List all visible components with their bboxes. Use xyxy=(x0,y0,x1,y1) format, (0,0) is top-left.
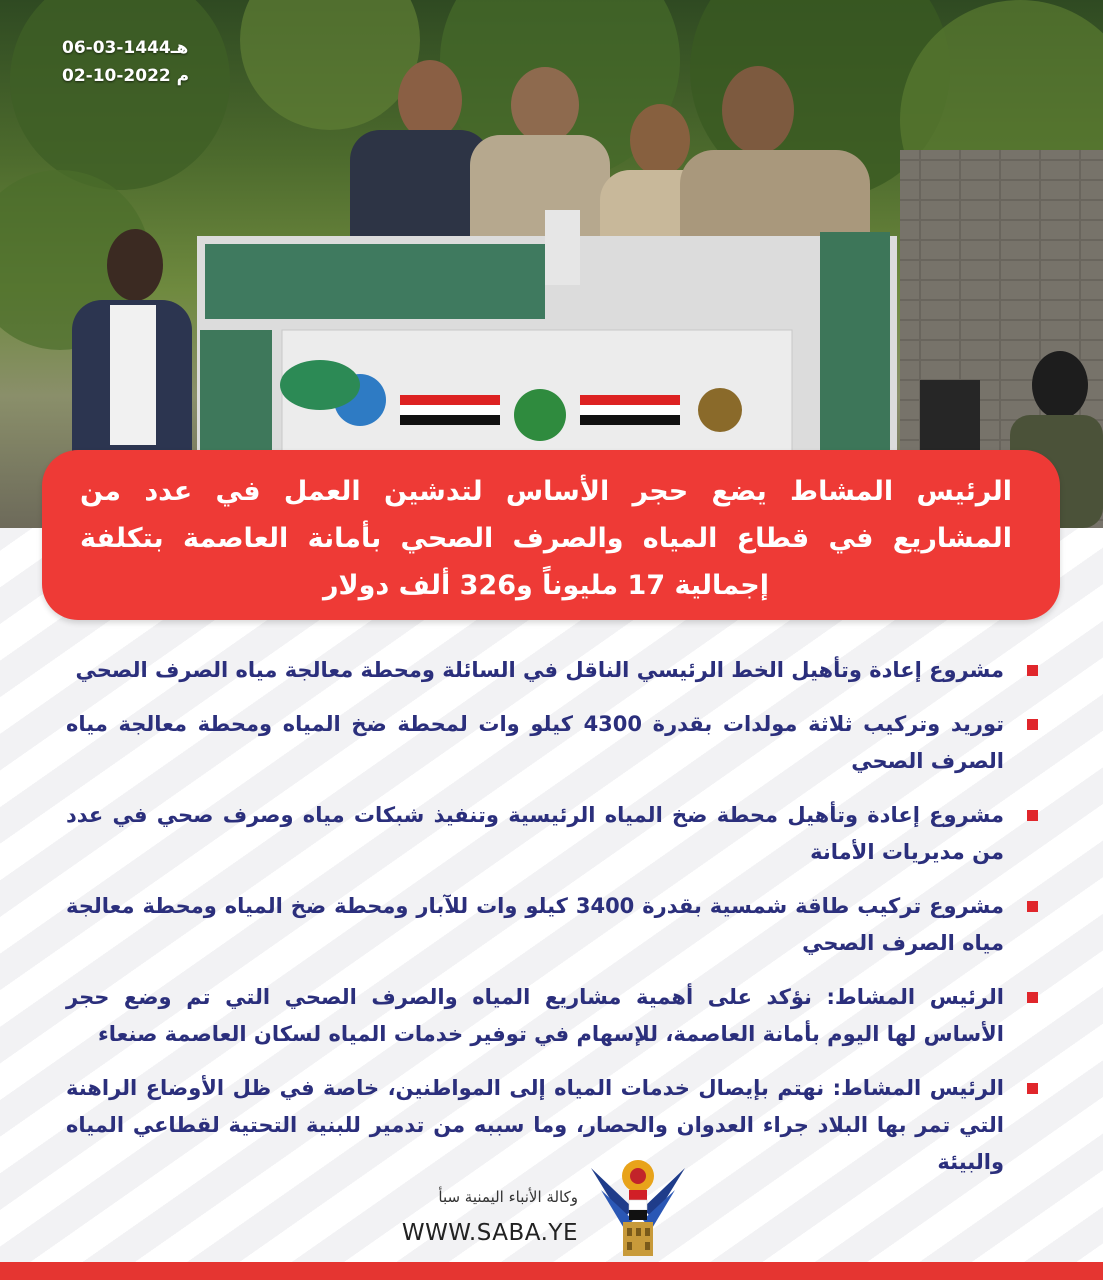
footer-branding xyxy=(400,1186,578,1250)
point-text: مشروع تركيب طاقة شمسية بقدرة 3400 كيلو وات للآبار ومحطة ضخ المياه ومحطة معالجة مياه الصرف الصحي xyxy=(66,894,1004,955)
list-item xyxy=(66,706,1038,780)
list-item xyxy=(66,797,1038,871)
square-bullet-icon xyxy=(1027,1083,1038,1094)
point-text: مشروع إعادة وتأهيل محطة ضخ المياه الرئيسية وتنفيذ شبكات مياه وصرف صحي في عدد من مديريات الأمانة xyxy=(66,803,1004,864)
header-photo xyxy=(0,0,1103,528)
list-item xyxy=(66,888,1038,962)
gregorian-date: 02-10-2022 م xyxy=(62,66,190,86)
bottom-bar xyxy=(0,1262,1103,1280)
date-stamp xyxy=(62,34,189,90)
points-list xyxy=(66,652,1038,1198)
saba-logo-icon xyxy=(583,1150,693,1266)
square-bullet-icon xyxy=(1027,810,1038,821)
point-text: الرئيس المشاط: نؤكد على أهمية مشاريع المياه والصرف الصحي التي تم وضع حجر الأساس لها اليوم بأمانة العاصمة، للإسهام في توفير خدمات المياه لسكان العاصمة صنعاء xyxy=(66,985,1004,1046)
website-link[interactable]: WWW.SABA.YE xyxy=(401,1220,578,1246)
point-text: توريد وتركيب ثلاثة مولدات بقدرة 4300 كيلو وات لمحطة ضخ المياه ومحطة معالجة مياه الصرف الصحي xyxy=(66,712,1004,773)
headline: الرئيس المشاط يضع حجر الأساس لتدشين العمل في عدد من المشاريع في قطاع المياه والصرف الصحي بأمانة العاصمة بتكلفة إجمالية 17 مليوناً و326 ألف دولار xyxy=(80,476,1012,601)
square-bullet-icon xyxy=(1027,901,1038,912)
agency-name: وكالة الأنباء اليمنية سبأ xyxy=(438,1188,578,1206)
square-bullet-icon xyxy=(1027,665,1038,676)
point-text: مشروع إعادة وتأهيل الخط الرئيسي الناقل في السائلة ومحطة معالجة مياه الصرف الصحي xyxy=(75,658,1004,682)
square-bullet-icon xyxy=(1027,719,1038,730)
hijri-date: 06-03-1444هـ xyxy=(62,38,189,58)
list-item xyxy=(66,1070,1038,1181)
list-item xyxy=(66,652,1038,689)
list-item xyxy=(66,979,1038,1053)
point-text: الرئيس المشاط: نهتم بإيصال خدمات المياه إلى المواطنين، خاصة في ظل الأوضاع الراهنة التي تمر بها البلاد جراء العدوان والحصار، وما سببه من تدمير للبنية التحتية لقطاعي المياه والبيئة xyxy=(66,1076,1004,1174)
square-bullet-icon xyxy=(1027,992,1038,1003)
